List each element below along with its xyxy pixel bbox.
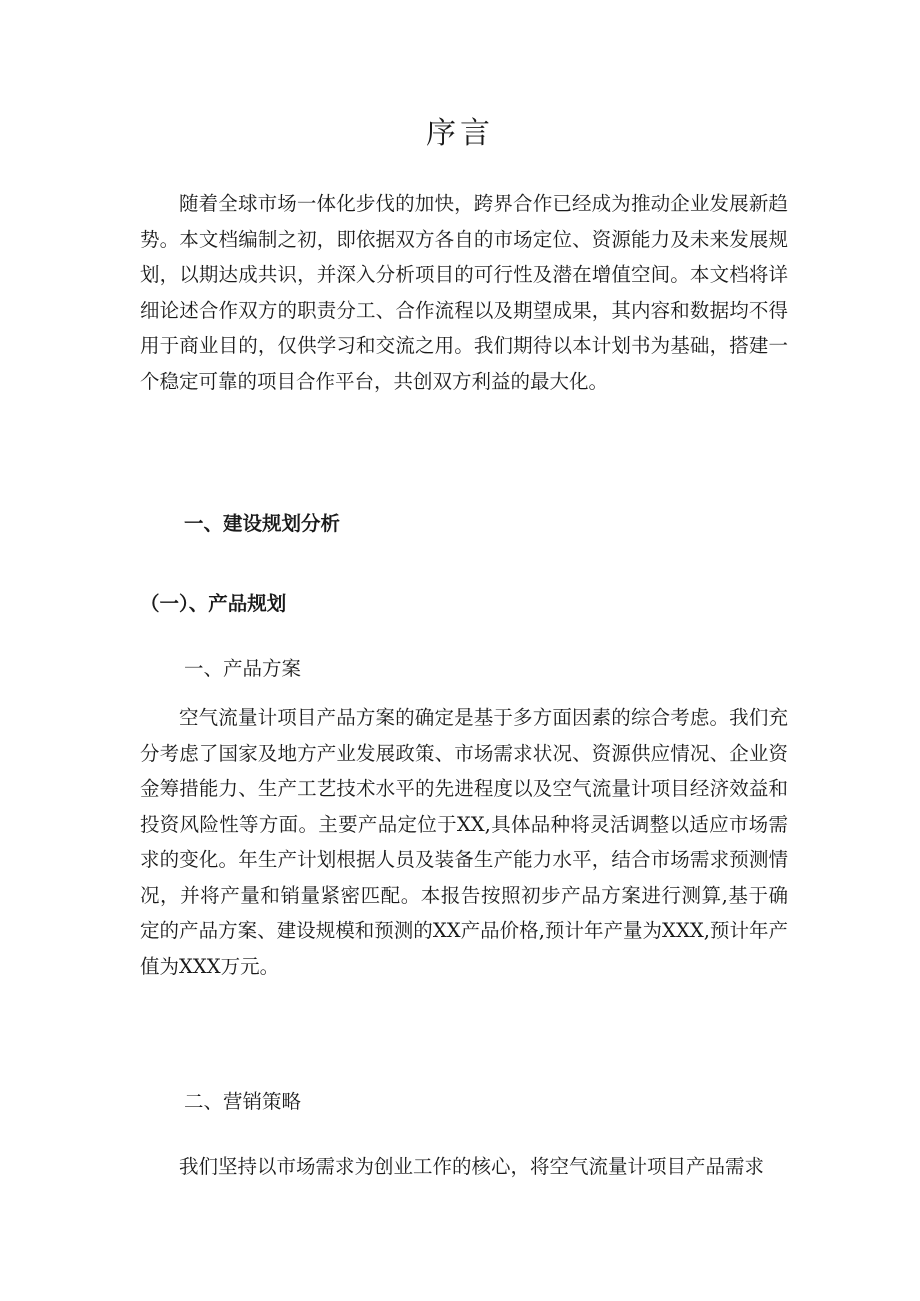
section-heading: 一、建设规划分析 bbox=[184, 512, 341, 535]
page-title: 序言 bbox=[426, 116, 494, 151]
preface-paragraph: 随着全球市场一体化步伐的加快，跨界合作已经成为推动企业发展新趋势。本文档编制之初，即依据双方各自的市场定位、资源能力及未来发展规划，以期达成共识，并深入分析项目的可行性及潜在增值空间。本文档将详细论述合作双方的职责分工、合作流程以及期望成果，其内容和数据均不得用于商业目的，仅供学习和交流之用。我们期待以本计划书为基础，搭建一个稳定可靠的项目合作平台，共创双方利益的最大化。 bbox=[140, 192, 788, 393]
item-heading-product-plan: 一、产品方案 bbox=[184, 657, 302, 680]
subsection-heading: （一）、产品规划 bbox=[140, 592, 287, 615]
item-heading-marketing: 二、营销策略 bbox=[184, 1090, 302, 1113]
marketing-paragraph: 我们坚持以市场需求为创业工作的核心，将空气流量计项目产品需求 bbox=[179, 1155, 765, 1178]
product-plan-paragraph: 空气流量计项目产品方案的确定是基于多方面因素的综合考虑。我们充分考虑了国家及地方产业发展政策、市场需求状况、资源供应情况、企业资金筹措能力、生产工艺技术水平的先进程度以及空气流量计项目经济效益和投资风险性等方面。主要产品定位于XX,具体品种将灵活调整以适应市场需求的变化。年生产计划根据人员及装备生产能力水平，结合市场需求预测情况，并将产量和销量紧密匹配。本报告按照初步产品方案进行测算,基于确定的产品方案、建设规模和预测的XX产品价格,预计年产量为XXX,预计年产值为XXX万元。 bbox=[140, 706, 788, 978]
